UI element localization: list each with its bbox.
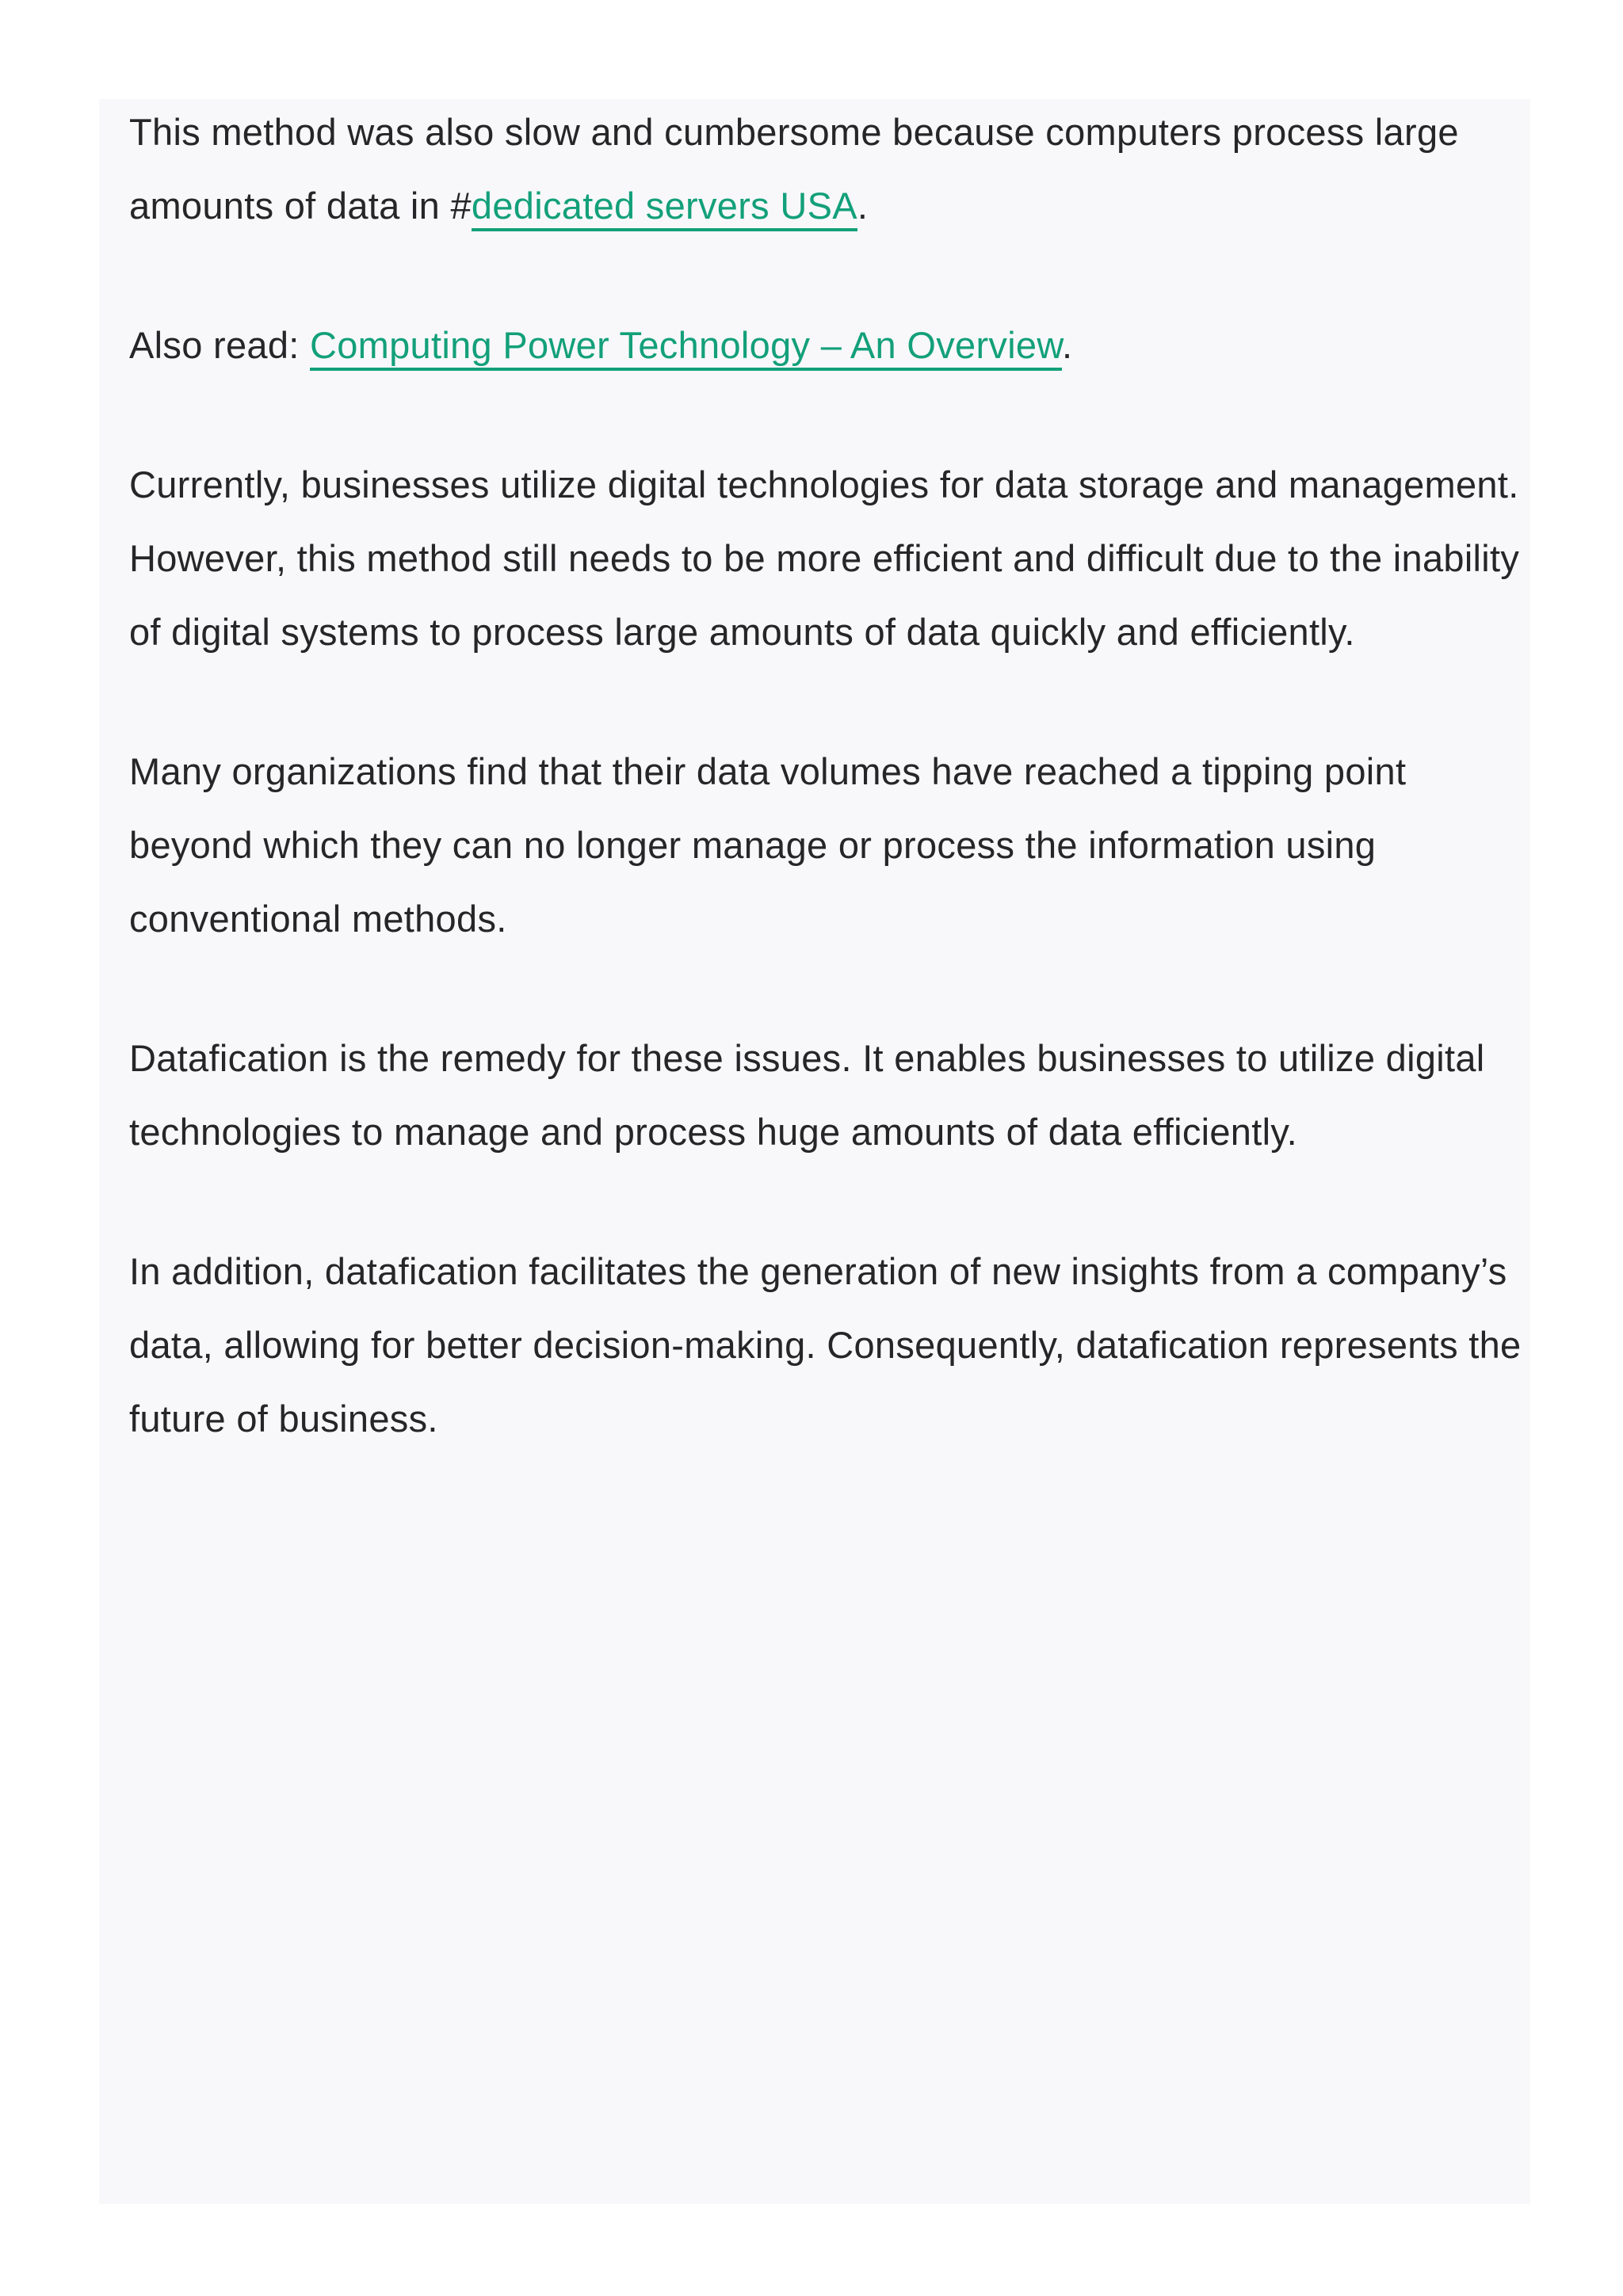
article-content <box>129 95 1524 1521</box>
also-read-period: . <box>1062 324 1073 366</box>
paragraph-tipping-point: Many organizations find that their data volumes have reached a tipping point beyond which they can no longer manage or process the information using conventional methods. <box>129 750 1407 940</box>
also-read-line <box>129 308 1524 382</box>
paragraph-text: This method was also slow and cumbersome because computers process large amounts of data in # <box>129 111 1459 227</box>
paragraph-digital-technologies: Currently, businesses utilize digital technologies for data storage and management. However, this method still needs to be more efficient and difficult due to the inability of digital systems to process large amounts of data quickly and efficiently. <box>129 463 1520 653</box>
also-read-label: Also read: <box>129 324 310 366</box>
paragraph-period: . <box>857 185 869 227</box>
computing-power-link[interactable]: Computing Power Technology – An Overview <box>310 324 1062 371</box>
dedicated-servers-link[interactable]: dedicated servers USA <box>472 185 857 231</box>
paragraph-datafication-remedy: Datafication is the remedy for these issues. It enables businesses to utilize digital technologies to manage and process huge amounts of data efficiently. <box>129 1037 1485 1153</box>
paragraph-dedicated-servers <box>129 95 1524 242</box>
paragraph-future-of-business: In addition, datafication facilitates the generation of new insights from a company’s data, allowing for better decision-making. Consequently, datafication represents the future of business. <box>129 1250 1522 1440</box>
